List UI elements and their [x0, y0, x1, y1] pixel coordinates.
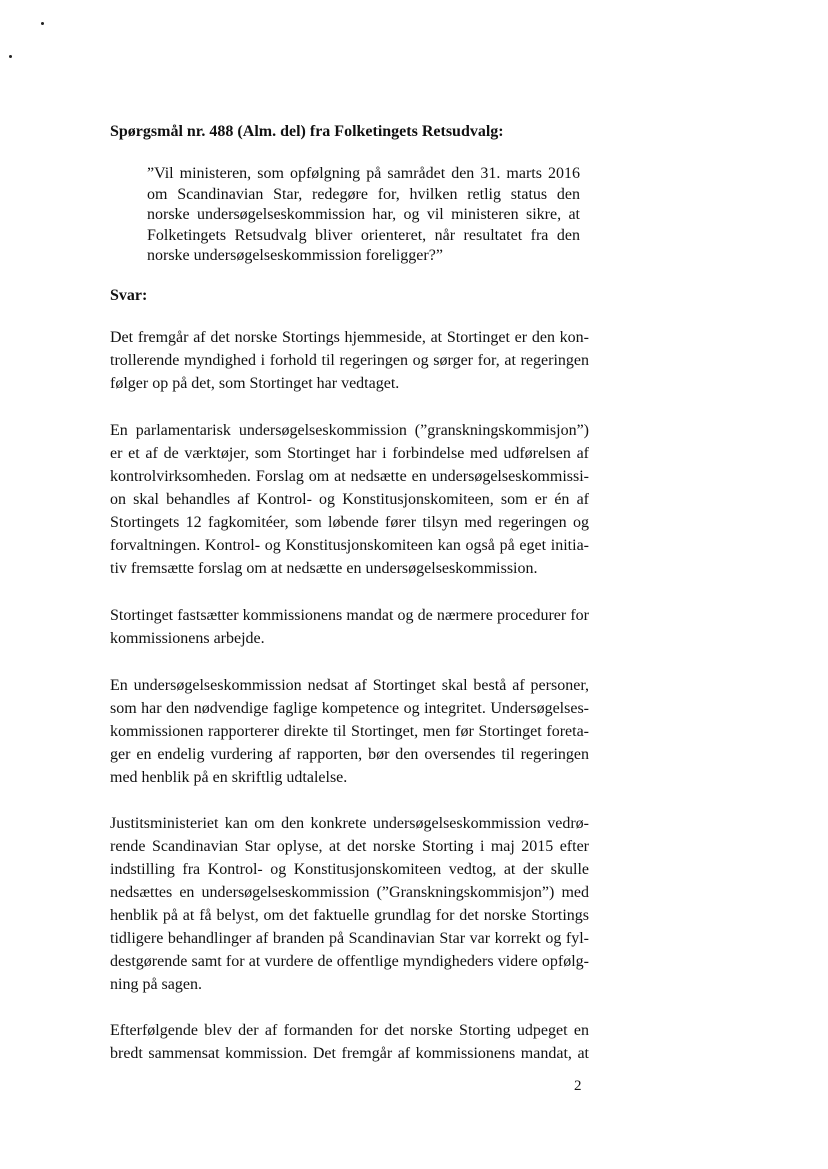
text-line: indstilling fra Kontrol- og Konstitusjonskomiteen vedtog, at der skulle [110, 861, 589, 878]
text-line: Stortinget fastsætter kommissionens mandat og de nærmere procedurer for [110, 607, 589, 624]
text-line: kommissionen rapporterer direkte til Stortinget, men før Stortinget foreta- [110, 723, 589, 740]
text-line: som har den nødvendige faglige kompetence og integritet. Undersøgelses- [110, 700, 589, 717]
text-line: tidligere behandlinger af branden på Scandinavian Star var korrekt og fyl- [110, 930, 589, 947]
answer-paragraph-1 [110, 326, 589, 395]
page-number: 2 [574, 1078, 582, 1094]
text-line: nedsættes en undersøgelseskommission (”Granskningskommisjon”) med [110, 884, 589, 901]
answer-heading: Svar: [110, 287, 148, 304]
text-line: med henblik på en skriftlig udtalelse. [110, 769, 348, 786]
answer-paragraph-2 [110, 419, 589, 580]
text-line: En undersøgelseskommission nedsat af Stortinget skal bestå af personer, [110, 677, 589, 694]
text-line: ning på sagen. [110, 976, 202, 993]
answer-paragraph-6 [110, 1019, 589, 1065]
text-line: Justitsministeriet kan om den konkrete undersøgelseskommission vedrø- [110, 815, 589, 832]
text-line: on skal behandles af Kontrol- og Konstitusjonskomiteen, som er én af [110, 491, 589, 508]
question-heading: Spørgsmål nr. 488 (Alm. del) fra Folketingets Retsudvalg: [110, 123, 504, 140]
text-line: følger op på det, som Stortinget har vedtaget. [110, 375, 400, 392]
text-line: kontrolvirksomheden. Forslag om at nedsætte en undersøgelseskommissi- [110, 468, 589, 485]
text-line: kommissionens arbejde. [110, 630, 265, 647]
question-quote: ”Vil ministeren, som opfølgning på samrådet den 31. marts 2016 om Scandinavian Star, redegøre for, hvilken retlig status den norske undersøgelseskommission har, og vil ministeren sikre, at Folketingets Retsudvalg bliver orienteret, når resultatet fra den norske undersøgelseskommission foreligger?” [147, 165, 580, 264]
text-line: forvaltningen. Kontrol- og Konstitusjonskomiteen kan også på eget initia- [110, 537, 589, 554]
answer-paragraph-4 [110, 674, 589, 789]
text-line: trollerende myndighed i forhold til regeringen og sørger for, at regeringen [110, 352, 589, 369]
text-line: er et af de værktøjer, som Stortinget har i forbindelse med udførelsen af [110, 445, 589, 462]
text-line: destgørende samt for at vurdere de offentlige myndigheders videre opfølg- [110, 953, 589, 970]
text-line: Det fremgår af det norske Stortings hjemmeside, at Stortinget er den kon- [110, 329, 589, 346]
answer-paragraph-5 [110, 812, 589, 996]
answer-paragraph-3 [110, 604, 589, 650]
text-line: tiv fremsætte forslag om at nedsætte en undersøgelseskommission. [110, 560, 538, 577]
text-line: Efterfølgende blev der af formanden for det norske Storting udpeget en [110, 1022, 589, 1039]
scan-speck [41, 22, 44, 25]
text-line: henblik på at få belyst, om det faktuelle grundlag for det norske Stortings [110, 907, 589, 924]
text-line: rende Scandinavian Star oplyse, at det norske Storting i maj 2015 efter [110, 838, 589, 855]
text-line: bredt sammensat kommission. Det fremgår af kommissionens mandat, at [110, 1045, 589, 1062]
text-line: ger en endelig vurdering af rapporten, bør den oversendes til regeringen [110, 746, 589, 763]
text-line: Stortingets 12 fagkomitéer, som løbende fører tilsyn med regeringen og [110, 514, 589, 531]
scan-speck [9, 55, 12, 58]
text-line: En parlamentarisk undersøgelseskommission (”granskningskommisjon”) [110, 422, 589, 439]
